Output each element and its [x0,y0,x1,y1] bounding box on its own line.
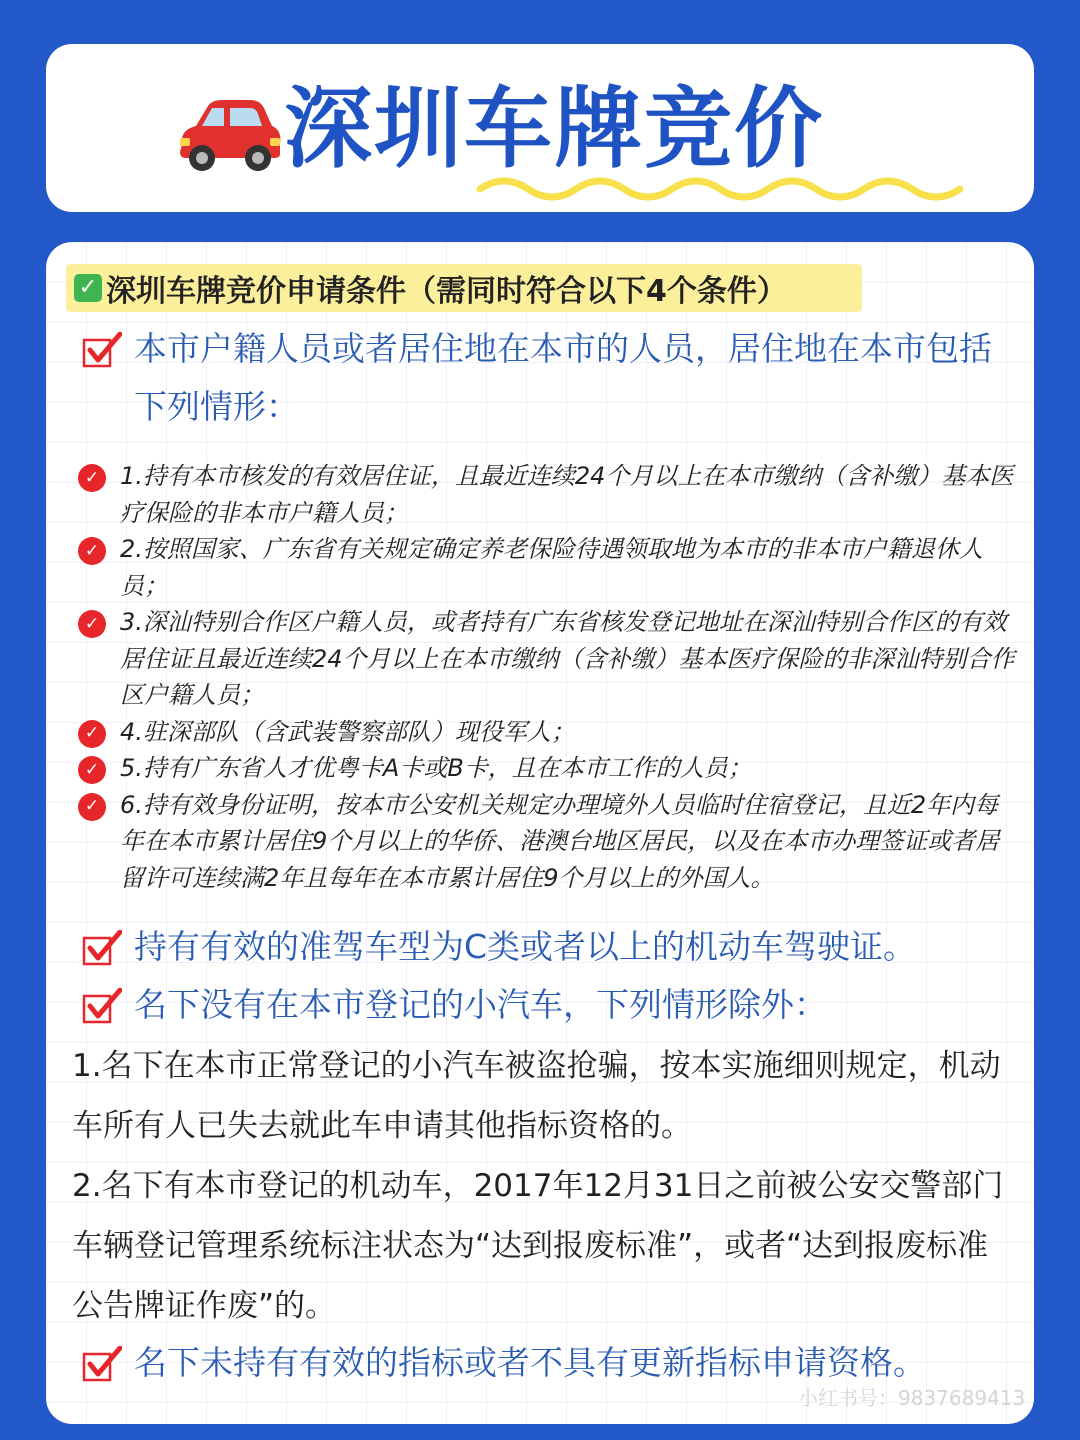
list-item-text: 4.驻深部队（含武装警察部队）现役军人； [120,717,575,746]
list-item-text: 6.持有效身份证明，按本市公安机关规定办理境外人员临时住宿登记，且近2年内每年在本市累计居住9个月以上的华侨、港澳台地区居民，以及在本市办理签证或者居留许可连续满2年且每年在本市累计居住9个月以上的外国人。 [120,790,1000,892]
green-check-box-icon: ✓ [74,274,102,302]
list-item-text: 1.持有本市核发的有效居住证，且最近连续24个月以上在本市缴纳（含补缴）基本医疗保险的非本市户籍人员； [120,462,1014,527]
page-title: 深圳车牌竞价 [284,77,825,180]
section-heading-text: 深圳车牌竞价申请条件（需同时符合以下4个条件） [106,274,787,309]
list-item [78,458,1018,531]
title-card [46,44,1034,212]
red-circle-check-icon: ✓ [78,464,106,492]
checkbox-check-icon [82,988,122,1024]
checkbox-check-icon [82,1346,122,1382]
watermark: 小红书号：9837689413 [798,1386,1026,1410]
checkbox-check-icon [82,332,122,368]
list-item-text: 5.持有广东省人才优粤卡A卡或B卡，且在本市工作的人员； [120,754,752,782]
red-car-icon [174,92,284,176]
list-item [78,531,1018,604]
condition-text: 本市户籍人员或者居住地在本市的人员，居住地在本市包括下列情形： [134,329,992,426]
title-underline [476,169,966,201]
list-item [78,787,1018,897]
checkbox-check-icon [82,930,122,966]
red-circle-check-icon: ✓ [78,720,106,748]
condition-text: 持有有效的准驾车型为C类或者以上的机动车驾驶证。 [134,927,917,966]
exception-item: 1.名下在本市正常登记的小汽车被盗抢骗，按本实施细则规定，机动车所有人已失去就此车申请其他指标资格的。 [72,1048,1001,1144]
red-circle-check-icon: ✓ [78,756,106,784]
condition-text: 名下未持有有效的指标或者不具有更新指标申请资格。 [134,1343,926,1382]
red-circle-check-icon: ✓ [78,793,106,821]
list-item [78,750,1018,787]
exception-item: 2.名下有本市登记的机动车，2017年12月31日之前被公安交警部门车辆登记管理系统标注状态为“达到报废标准”，或者“达到报废标准公告牌证作废”的。 [72,1168,1004,1324]
list-item [78,604,1018,714]
list-item-text: 2.按照国家、广东省有关规定确定养老保险待遇领取地为本市的非本市户籍退休人员； [120,535,983,600]
list-item [78,714,1018,751]
residence-case-list [78,458,1018,896]
list-item-text: 3.深汕特别合作区户籍人员，或者持有广东省核发登记地址在深汕特别合作区的有效居住证且最近连续24个月以上在本市缴纳（含补缴）基本医疗保险的非深汕特别合作区户籍人员； [120,608,1015,709]
condition-text: 名下没有在本市登记的小汽车，下列情形除外： [134,985,827,1024]
red-circle-check-icon: ✓ [78,610,106,638]
section-heading [66,264,862,312]
red-circle-check-icon: ✓ [78,537,106,565]
content-card [46,242,1034,1424]
